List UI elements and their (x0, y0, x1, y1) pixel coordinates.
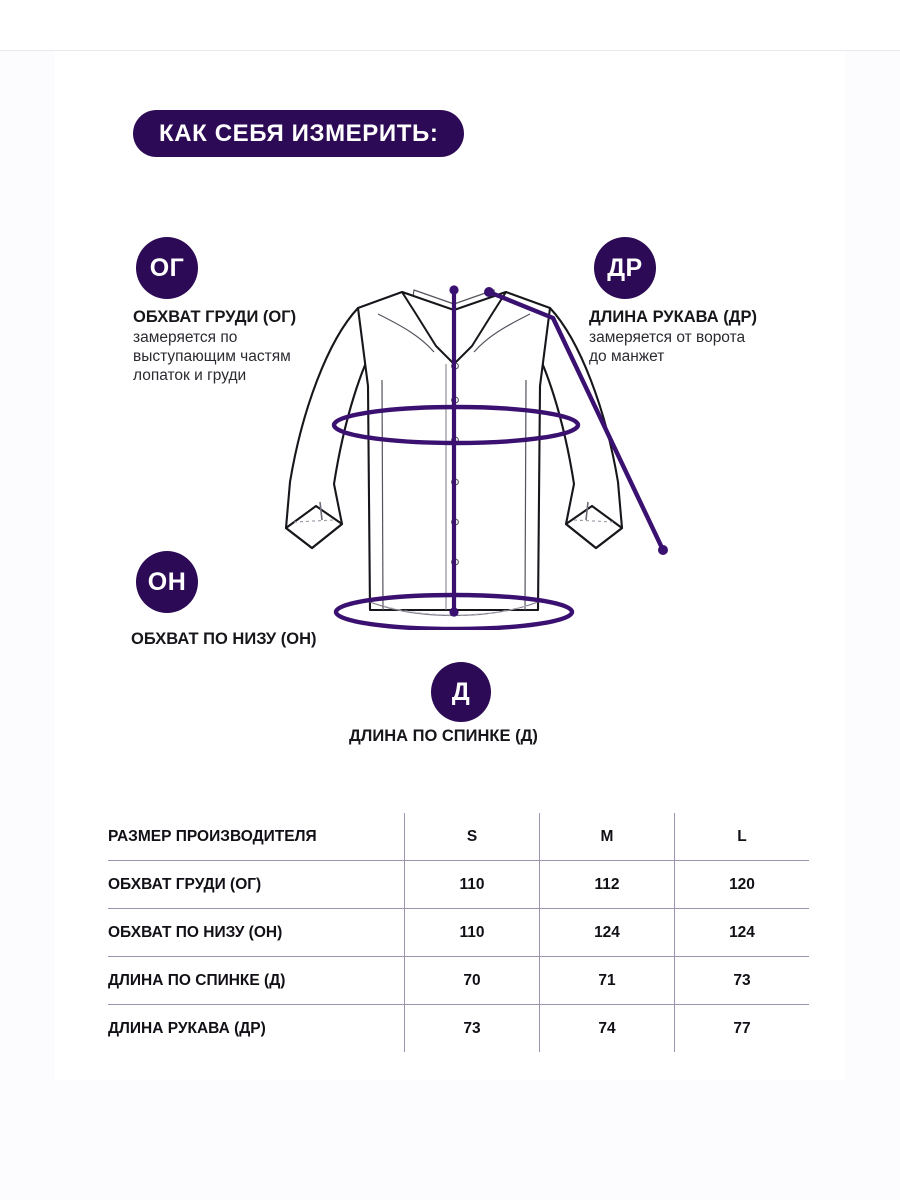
table-row (108, 1005, 810, 1053)
table-row (108, 957, 810, 1005)
table-cell-l: 73 (675, 957, 810, 1005)
table-header-cell-label: РАЗМЕР ПРОИЗВОДИТЕЛЯ (108, 813, 405, 861)
table-cell-m: 112 (540, 861, 675, 909)
table-cell-m: 71 (540, 957, 675, 1005)
table-cell-label: ДЛИНА ПО СПИНКЕ (Д) (108, 957, 405, 1005)
top-divider (0, 0, 900, 51)
annotation-hem-on-title: ОБХВАТ ПО НИЗУ (ОН) (131, 630, 317, 648)
table-header-cell-l: L (675, 813, 810, 861)
table-cell-s: 70 (405, 957, 540, 1005)
sleeve-length-end-dot (658, 545, 668, 555)
back-length-bottom-dot (449, 607, 458, 616)
table-cell-label: ОБХВАТ ГРУДИ (ОГ) (108, 861, 405, 909)
table-cell-m: 74 (540, 1005, 675, 1053)
annotation-sleeve-dr-desc-2: до манжет (589, 348, 665, 365)
table-cell-m: 124 (540, 909, 675, 957)
annotation-sleeve-dr (589, 307, 757, 366)
table-cell-l: 77 (675, 1005, 810, 1053)
table-header-cell-s: S (405, 813, 540, 861)
badge-length-d (431, 662, 491, 722)
table-cell-label: ДЛИНА РУКАВА (ДР) (108, 1005, 405, 1053)
badge-chest-og-label: ОГ (149, 253, 185, 282)
annotation-sleeve-dr-title: ДЛИНА РУКАВА (ДР) (589, 308, 757, 326)
page-title-badge (133, 110, 464, 157)
annotation-chest-og-desc-2: выступающим частям (133, 348, 291, 365)
back-length-top-dot (449, 285, 458, 294)
table-row (108, 861, 810, 909)
table-cell-l: 120 (675, 861, 810, 909)
page-title: КАК СЕБЯ ИЗМЕРИТЬ: (159, 119, 439, 147)
badge-sleeve-dr (594, 237, 656, 299)
annotation-hem-on (131, 629, 317, 650)
table-cell-label: ОБХВАТ ПО НИЗУ (ОН) (108, 909, 405, 957)
badge-length-d-label: Д (451, 677, 471, 706)
table-row (108, 909, 810, 957)
annotation-chest-og-desc-3: лопаток и груди (133, 367, 247, 384)
annotation-chest-og-title: ОБХВАТ ГРУДИ (ОГ) (133, 308, 297, 326)
size-table (107, 812, 810, 1053)
table-cell-l: 124 (675, 909, 810, 957)
table-header-row (108, 813, 810, 861)
table-cell-s: 110 (405, 861, 540, 909)
annotation-length-d (349, 726, 538, 747)
table-cell-s: 73 (405, 1005, 540, 1053)
annotation-chest-og (133, 307, 296, 385)
badge-hem-on-label: ОН (147, 567, 187, 596)
annotation-sleeve-dr-desc-1: замеряется от ворота (589, 329, 746, 346)
table-cell-s: 110 (405, 909, 540, 957)
annotation-chest-og-desc-1: замеряется по (133, 329, 238, 346)
badge-hem-on (136, 551, 198, 613)
table-header-cell-m: M (540, 813, 675, 861)
sleeve-length-start-dot (484, 287, 494, 297)
badge-sleeve-dr-label: ДР (607, 253, 643, 282)
badge-chest-og (136, 237, 198, 299)
annotation-length-d-title: ДЛИНА ПО СПИНКЕ (Д) (349, 727, 538, 745)
